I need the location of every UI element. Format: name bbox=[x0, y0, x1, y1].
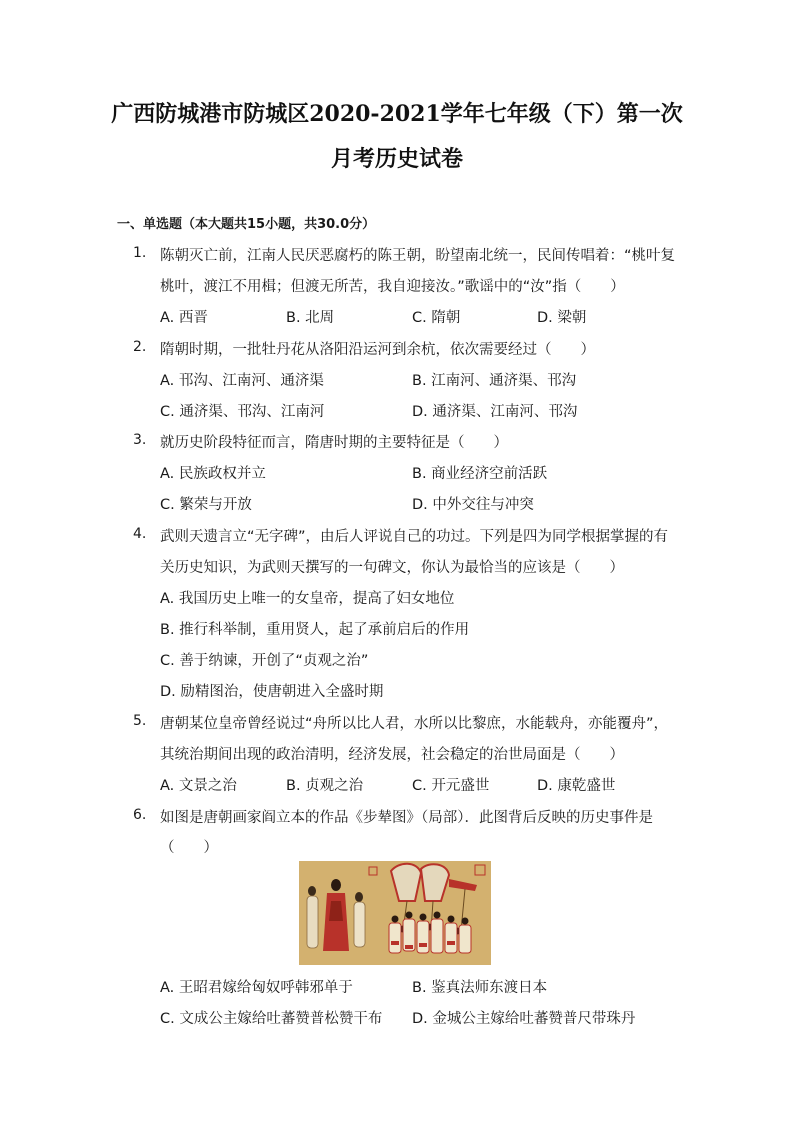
question-6-option-d: D. 金城公主嫁给吐蕃赞普尺带珠丹 bbox=[412, 1011, 636, 1027]
question-5-line-1: 唐朝某位皇帝曾经说过“舟所以比人君，水所以比黎庶，水能载舟，亦能覆舟”， bbox=[160, 716, 669, 732]
question-2-option-b: B. 江南河、通济渠、邗沟 bbox=[412, 373, 577, 389]
question-1-option-d: D. 梁朝 bbox=[537, 310, 587, 326]
question-5-option-c: C. 开元盛世 bbox=[412, 778, 490, 794]
painting-illustration bbox=[299, 861, 491, 965]
question-2-option-d: D. 通济渠、江南河、邗沟 bbox=[412, 404, 578, 420]
question-4-option-a: A. 我国历史上唯一的女皇帝，提高了妇女地位 bbox=[160, 591, 455, 607]
question-5-option-b: B. 贞观之治 bbox=[286, 778, 364, 794]
question-4-line-2: 关历史知识，为武则天撰写的一句碑文，你认为最恰当的应该是（ ） bbox=[160, 560, 624, 576]
question-3-option-a: A. 民族政权并立 bbox=[160, 466, 266, 482]
question-4-option-c: C. 善于纳谏，开创了“贞观之治” bbox=[160, 653, 369, 669]
question-2-option-c: C. 通济渠、邗沟、江南河 bbox=[160, 404, 325, 420]
question-1-option-b: B. 北周 bbox=[286, 310, 335, 326]
question-6-line-2: （ ） bbox=[160, 840, 218, 856]
question-1-line-2: 桃叶，渡江不用楫；但渡无所苦，我自迎接汝。”歌谣中的“汝”指（ ） bbox=[160, 279, 625, 295]
question-5-number: 5. bbox=[133, 713, 147, 729]
question-6-line-1: 如图是唐朝画家阎立本的作品《步辇图》（局部）．此图背后反映的历史事件是 bbox=[160, 810, 653, 826]
question-6-option-b: B. 鉴真法师东渡日本 bbox=[412, 980, 548, 996]
question-5-option-d: D. 康乾盛世 bbox=[537, 778, 616, 794]
question-4-option-d: D. 励精图治，使唐朝进入全盛时期 bbox=[160, 684, 384, 700]
question-3-line-1: 就历史阶段特征而言，隋唐时期的主要特征是（ ） bbox=[160, 435, 508, 451]
question-1-option-a: A. 西晋 bbox=[160, 310, 208, 326]
question-2-number: 2. bbox=[133, 339, 147, 355]
question-2-line-1: 隋朝时期，一批牡丹花从洛阳沿运河到余杭，依次需要经过（ ） bbox=[160, 342, 595, 358]
question-4-number: 4. bbox=[133, 526, 147, 542]
question-3-option-c: C. 繁荣与开放 bbox=[160, 497, 252, 513]
question-5-line-2: 其统治期间出现的政治清明，经济发展，社会稳定的治世局面是（ ） bbox=[160, 747, 624, 763]
buniantu-painting-image bbox=[299, 861, 491, 965]
question-3-option-b: B. 商业经济空前活跃 bbox=[412, 466, 548, 482]
page-title-line2: 月考历史试卷 bbox=[330, 146, 463, 172]
question-4-option-b: B. 推行科举制，重用贤人，起了承前启后的作用 bbox=[160, 622, 470, 638]
question-4-line-1: 武则天遗言立“无字碑”，由后人评说自己的功过。下列是四为同学根据掌握的有 bbox=[160, 529, 669, 545]
question-6-number: 6. bbox=[133, 807, 147, 823]
question-6-option-a: A. 王昭君嫁给匈奴呼韩邪单于 bbox=[160, 980, 353, 996]
question-5-option-a: A. 文景之治 bbox=[160, 778, 237, 794]
question-1-line-1: 陈朝灭亡前，江南人民厌恶腐朽的陈王朝，盼望南北统一，民间传唱着：“桃叶复 bbox=[160, 248, 676, 264]
question-3-option-d: D. 中外交往与冲突 bbox=[412, 497, 534, 513]
question-2-option-a: A. 邗沟、江南河、通济渠 bbox=[160, 373, 324, 389]
question-3-number: 3. bbox=[133, 432, 147, 448]
question-6-option-c: C. 文成公主嫁给吐蕃赞普松赞干布 bbox=[160, 1011, 383, 1027]
question-1-number: 1. bbox=[133, 245, 147, 261]
question-1-option-c: C. 隋朝 bbox=[412, 310, 461, 326]
page-title-line1: 广西防城港市防城区2020-2021学年七年级（下）第一次 bbox=[111, 101, 683, 127]
section-heading: 一、单选题（本大题共15小题，共30.0分） bbox=[117, 217, 376, 232]
